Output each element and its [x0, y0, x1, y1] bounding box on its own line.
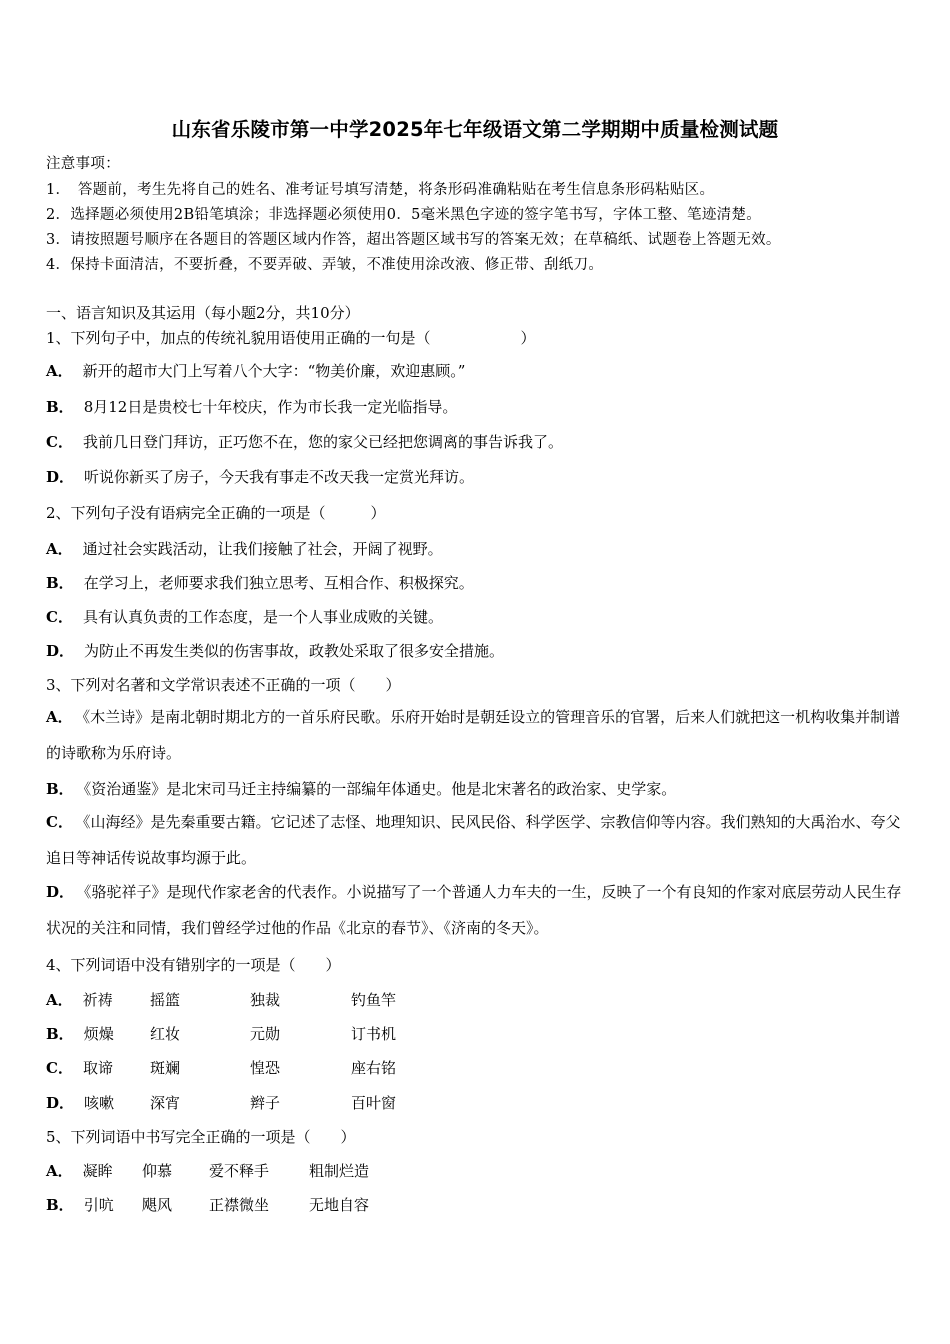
option-row	[46, 466, 474, 487]
option-row	[46, 1092, 114, 1113]
option-word: 凝眸	[82, 1162, 113, 1180]
option-text: 为防止不再发生类似的伤害事故，政教处采取了很多安全措施。	[84, 642, 505, 660]
option-word: 订书机	[351, 1025, 397, 1043]
option-row	[46, 640, 504, 661]
option-label: A．	[46, 708, 73, 726]
option-label: B．	[46, 574, 74, 592]
option-word: 座右铭	[351, 1059, 397, 1077]
option-word: 正襟微坐	[209, 1196, 270, 1214]
option-row	[46, 396, 457, 417]
option-word: 飓风	[142, 1196, 173, 1214]
exam-title: 山东省乐陵市第一中学2025年七年级语文第二学期期中质量检测试题	[171, 118, 779, 141]
option-text: 《骆驼祥子》是现代作家老舍的代表作。小说描写了一个普通人力车夫的一生，反映了一个有良知的作家对底层劳动人民生存状况的关注和同情，我们曾经学过他的作品《北京的春节》、《济南的冬天》。	[46, 883, 902, 937]
option-text: 《木兰诗》是南北朝时期北方的一首乐府民歌。乐府开始时是朝廷设立的管理音乐的官署，后来人们就把这一机构收集并制谱的诗歌称为乐府诗。	[46, 708, 901, 762]
option-word: 红妆	[150, 1025, 181, 1043]
question-stem: 4、下列词语中没有错别字的一项是（ ）	[46, 956, 341, 974]
option-row	[46, 699, 908, 771]
option-label: B．	[46, 398, 74, 416]
option-row	[46, 1194, 114, 1215]
section-heading: 一、语言知识及其运用（每小题2分，共10分）	[46, 304, 360, 322]
option-row	[46, 431, 563, 452]
question-stem: 2、下列句子没有语病完全正确的一项是（ ）	[46, 504, 386, 522]
option-word: 百叶窗	[351, 1094, 397, 1112]
option-text: 《山海经》是先秦重要古籍。它记述了志怪、地理知识、民风民俗、科学医学、宗教信仰等内容。我们熟知的大禹治水、夸父追日等神话传说故事均源于此。	[46, 813, 901, 867]
option-label: D．	[46, 883, 75, 901]
option-word: 深宵	[150, 1094, 181, 1112]
option-word: 钓鱼竿	[351, 991, 397, 1009]
option-row	[46, 1160, 113, 1181]
option-word: 烦燥	[83, 1025, 114, 1043]
option-row	[46, 538, 443, 559]
option-word: 元勋	[250, 1025, 281, 1043]
option-text: 听说你新买了房子，今天我有事走不改天我一定赏光拜访。	[84, 468, 475, 486]
option-word: 惶恐	[250, 1059, 281, 1077]
option-word: 取谛	[82, 1059, 113, 1077]
option-label: B．	[46, 1196, 74, 1214]
option-text: 《资治通鉴》是北宋司马迁主持编纂的一部编年体通史。他是北宋著名的政治家、史学家。	[83, 780, 677, 798]
option-text: 我前几日登门拜访，正巧您不在，您的家父已经把您调离的事告诉我了。	[82, 433, 563, 451]
option-word: 祈祷	[82, 991, 113, 1009]
option-word: 仰慕	[142, 1162, 173, 1180]
option-row	[46, 1057, 113, 1078]
option-label: D．	[46, 468, 75, 486]
option-word: 爱不释手	[209, 1162, 270, 1180]
option-row	[46, 606, 443, 627]
option-label: B．	[46, 1025, 74, 1043]
option-row	[46, 572, 474, 593]
notice-item: 2．选择题必须使用2B铅笔填涂；非选择题必须使用0．5毫米黑色字迹的签字笔书写，字体工整、笔迹清楚。	[46, 207, 762, 223]
option-label: D．	[46, 642, 75, 660]
option-label: A．	[46, 362, 73, 380]
notice-heading: 注意事项：	[46, 156, 120, 172]
notice-item: 1． 答题前，考生先将自己的姓名、准考证号填写清楚，将条形码准确粘贴在考生信息条形码粘贴区。	[46, 182, 715, 198]
option-label: C．	[46, 813, 73, 831]
option-label: A．	[46, 991, 73, 1009]
option-word: 无地自容	[309, 1196, 370, 1214]
question-stem: 1、下列句子中，加点的传统礼貌用语使用正确的一句是（ ）	[46, 329, 536, 347]
option-label: C．	[46, 433, 73, 451]
option-word: 咳嗽	[84, 1094, 115, 1112]
option-label: C．	[46, 1059, 73, 1077]
option-label: D．	[46, 1094, 75, 1112]
option-label: A．	[46, 1162, 73, 1180]
option-text: 在学习上，老师要求我们独立思考、互相合作、积极探究。	[83, 574, 474, 592]
option-text: 新开的超市大门上写着八个大字：“物美价廉，欢迎惠顾。”	[82, 362, 466, 380]
option-word: 独裁	[250, 991, 281, 1009]
option-row	[46, 360, 465, 381]
question-stem: 3、下列对名著和文学常识表述不正确的一项（ ）	[46, 676, 401, 694]
option-word: 斑斓	[150, 1059, 181, 1077]
notice-item: 3．请按照题号顺序在各题目的答题区域内作答，超出答题区域书写的答案无效；在草稿纸、试题卷上答题无效。	[46, 232, 781, 248]
option-text: 8月12日是贵校七十年校庆，作为市长我一定光临指导。	[83, 398, 458, 416]
option-text: 通过社会实践活动，让我们接触了社会，开阔了视野。	[82, 540, 443, 558]
option-row	[46, 989, 113, 1010]
option-word: 辫子	[250, 1094, 281, 1112]
option-row	[46, 1023, 114, 1044]
option-word: 引吭	[83, 1196, 114, 1214]
option-row	[46, 778, 676, 799]
notice-item: 4．保持卡面清洁，不要折叠，不要弄破、弄皱，不准使用涂改液、修正带、刮纸刀。	[46, 257, 604, 273]
option-word: 摇篮	[150, 991, 181, 1009]
option-text: 具有认真负责的工作态度，是一个人事业成败的关键。	[82, 608, 443, 626]
option-word: 粗制烂造	[309, 1162, 370, 1180]
option-label: C．	[46, 608, 73, 626]
option-row	[46, 804, 908, 876]
option-label: A．	[46, 540, 73, 558]
option-label: B．	[46, 780, 74, 798]
question-stem: 5、下列词语中书写完全正确的一项是（ ）	[46, 1128, 356, 1146]
option-row	[46, 874, 908, 946]
